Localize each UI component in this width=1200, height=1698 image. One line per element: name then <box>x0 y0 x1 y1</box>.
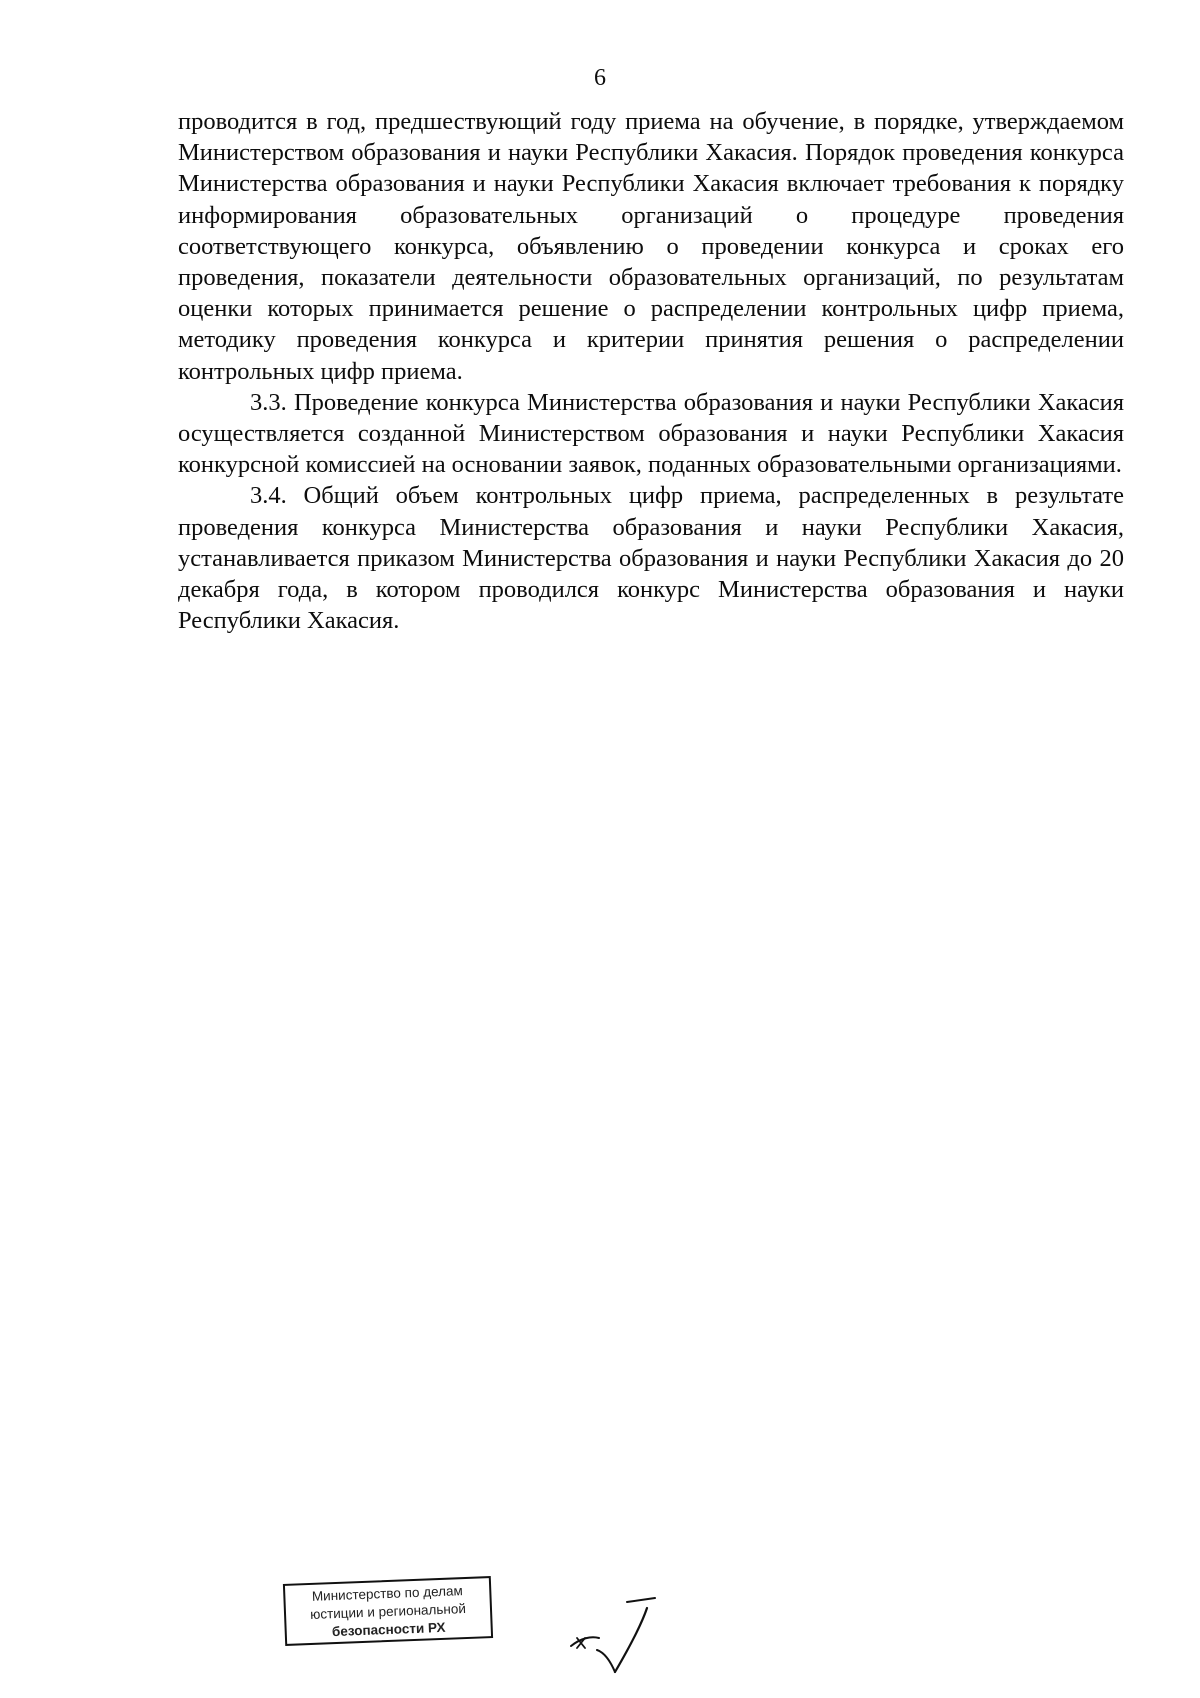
page-number: 6 <box>594 65 606 91</box>
stamp-line-1: Министерство по делам <box>311 1583 464 1604</box>
ministry-stamp <box>283 1576 493 1646</box>
stamp-line-3: безопасности РХ <box>331 1619 446 1640</box>
paragraph-3-3: 3.3. Проведение конкурса Министерства образования и науки Республики Хакасия осуществляется созданной Министерством образования и науки Республики Хакасия конкурсной комиссией на основании заявок, поданных образовательными организациями. <box>178 388 1124 479</box>
paragraph-3-4: 3.4. Общий объем контрольных цифр приема, распределенных в результате проведения конкурса Министерства образования и науки Республики Хакасия, устанавливается приказом Министерства образования и науки Республики Хакасия до 20 декабря года, в котором проводился конкурс Министерства образования и науки Республики Хакасия. <box>178 482 1124 635</box>
paragraph-continuation: проводится в год, предшествующий году приема на обучение, в порядке, утверждаемом Министерством образования и науки Республики Хакасия. Порядок проведения конкурса Министерства образования и науки Республики Хакасия включает требования к порядку информирования образовательных организаций о процедуре проведения соответствующего конкурса, объявлению о проведении конкурса и сроках его проведения, показатели деятельности образовательных организаций, по результатам оценки которых принимается решение о распределении контрольных цифр приема, методику проведения конкурса и критерии принятия решения о распределении контрольных цифр приема. <box>178 108 1124 385</box>
document-body <box>178 106 1124 636</box>
signature-mark <box>565 1592 675 1677</box>
stamp-line-2: юстиции и региональной <box>309 1601 467 1622</box>
